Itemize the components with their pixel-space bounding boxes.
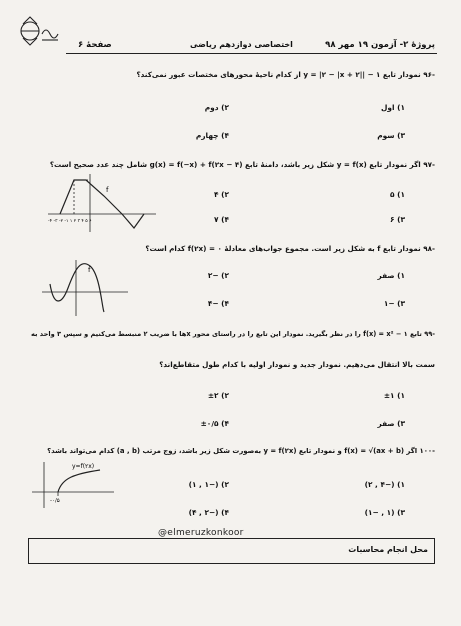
q98-graph-label: f <box>88 266 91 274</box>
q96-option-4[interactable]: ۴) چهارم <box>195 131 229 140</box>
q99-option-1[interactable]: ۱) ±۱ <box>383 391 405 400</box>
page-number: صفحهٔ ۶ <box>78 40 112 50</box>
q100-graph-tick: -۰/۵ <box>50 498 60 504</box>
exam-subject: اختصاصی دوازدهم ریاضی <box>190 40 293 49</box>
q99-option-3[interactable]: ۳) صفر <box>377 419 405 428</box>
question-99-line2: سمت بالا انتقال می‌دهیم. نمودار جدید و نمودار اولیه با کدام طول متقاطع‌اند؟ <box>159 360 435 369</box>
q98-option-3[interactable]: ۳) −۱ <box>383 299 405 308</box>
q97-option-4[interactable]: ۴) ۷ <box>214 215 229 224</box>
q100-option-2[interactable]: ۲) (−۱ , ۱) <box>188 480 229 489</box>
q97-option-2[interactable]: ۲) ۴ <box>214 190 229 199</box>
q99-option-2[interactable]: ۲) ±۲ <box>207 391 229 400</box>
calculation-area <box>28 538 435 564</box>
q99-option-4[interactable]: ۴) ±۰/۵ <box>200 419 229 428</box>
q100-option-1[interactable]: ۱) (−۴ , ۲) <box>364 480 405 489</box>
q97-option-1[interactable]: ۱) ۵ <box>390 190 405 199</box>
q100-graph-label: y=f(۲x) <box>72 463 95 470</box>
q97-graph-ticks: -۴ -۳ -۲ -۱ ۱ ۲ ۳ ۴ ۵ ۶ <box>48 219 92 224</box>
calculation-area-label: محل انجام محاسبات <box>348 545 428 554</box>
q97-option-3[interactable]: ۳) ۶ <box>390 215 405 224</box>
q100-graph <box>30 458 116 510</box>
q96-option-1[interactable]: ۱) اول <box>380 103 405 112</box>
q98-option-2[interactable]: ۲) −۲ <box>207 271 229 280</box>
question-100: -۱۰۰ اگر f(x) = √(ax + b) و نمودار تابع y = f(۲x) به‌صورت شکل زیر باشد، زوج مرتب (a , b) کدام می‌تواند باشد؟ <box>47 447 435 455</box>
watermark-text: @elmeruzkonkoor <box>158 528 244 538</box>
q98-option-1[interactable]: ۱) صفر <box>377 271 405 280</box>
q96-option-2[interactable]: ۲) دوم <box>204 103 229 112</box>
question-98: -۹۸ نمودار تابع f به شکل زیر است. مجموع جواب‌های معادلهٔ f(۲x) = ۰ کدام است؟ <box>145 244 435 253</box>
q96-option-3[interactable]: ۳) سوم <box>377 131 405 140</box>
q97-graph-label: f <box>106 186 109 194</box>
header-divider <box>66 53 437 54</box>
q98-option-4[interactable]: ۴) −۴ <box>207 299 229 308</box>
q100-option-3[interactable]: ۳) (۱ , −۱) <box>364 508 405 517</box>
q98-graph <box>40 258 130 318</box>
exam-title: پروژهٔ ۲- آزمون ۱۹ مهر ۹۸ <box>325 40 435 50</box>
question-96: -۹۶ نمودار تابع y = |۲ − |x + ۲|| − ۱ از کدام ناحیهٔ محورهای مختصات عبور نمی‌کند؟ <box>136 70 435 79</box>
question-97: -۹۷ اگر نمودار تابع y = f(x) شکل زیر باشد، دامنهٔ تابع g(x) = f(−x) + f(۲x − ۴) شامل چند عدد صحیح است؟ <box>49 160 435 169</box>
q97-graph <box>44 172 158 234</box>
q100-option-4[interactable]: ۴) (−۲ , ۴) <box>188 508 229 517</box>
institute-logo <box>18 14 62 48</box>
question-99: -۹۹ تابع f(x) = x² − ۱ را در نظر بگیرید. نمودار این تابع را در راستای محور xها با ضریب ۲ منبسط می‌کنیم و سپس ۳ واحد به <box>31 330 435 338</box>
